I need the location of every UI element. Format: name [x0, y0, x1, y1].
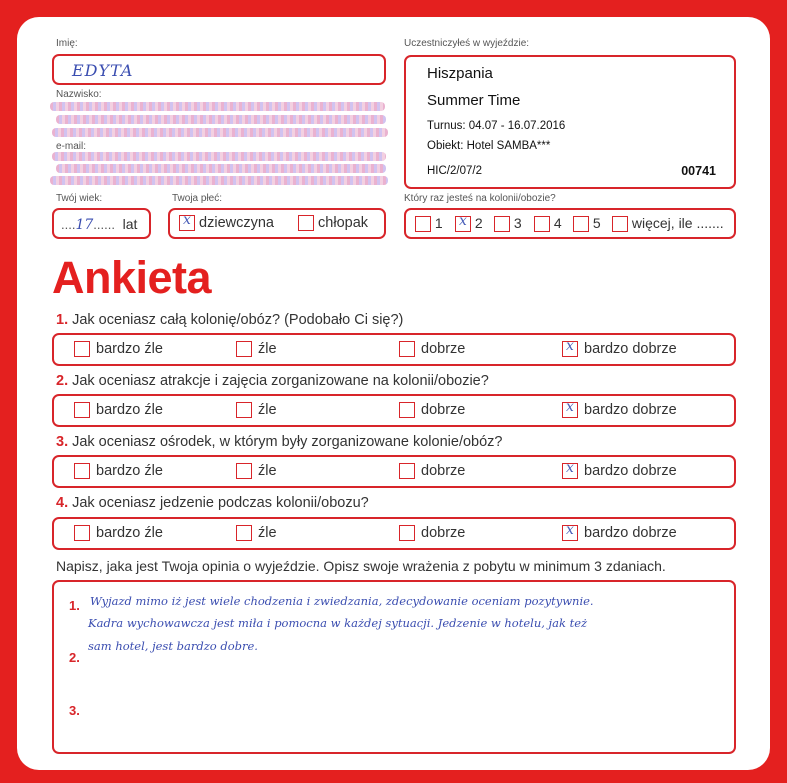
q2-option-bardzo-dobrze[interactable]: x bardzo dobrze — [562, 402, 677, 418]
question-3: 3. Jak oceniasz ośrodek, w którym były zorganizowane kolonie/obóz? — [56, 434, 503, 450]
email-label: e-mail: — [56, 141, 87, 152]
question-2: 2. Jak oceniasz atrakcje i zajęcia zorganizowane na kolonii/obozie? — [56, 373, 489, 389]
times-label: Który raz jesteś na kolonii/obozie? — [404, 193, 556, 204]
trip-info-box — [404, 55, 736, 189]
gender-field — [168, 208, 386, 239]
q3-option-dobrze[interactable]: dobrze — [399, 463, 465, 479]
question-1: 1. Jak oceniasz całą kolonię/obóz? (Podobało Ci się?) — [56, 312, 404, 328]
q1-option-bardzo-dobrze[interactable]: x bardzo dobrze — [562, 341, 677, 357]
trip-destination: Hiszpania — [427, 65, 493, 82]
age-field[interactable] — [52, 208, 151, 239]
answer-row-4 — [52, 517, 736, 550]
trip-turnus: Turnus: 04.07 - 16.07.2016 — [427, 120, 566, 132]
age-dots-left: .... — [61, 217, 76, 232]
times-option-5[interactable]: 5 — [573, 215, 601, 232]
q3-option-bardzo-dobrze[interactable]: x bardzo dobrze — [562, 463, 677, 479]
age-dots-right: ...... — [93, 217, 115, 232]
q2-option-bardzo-zle[interactable]: bardzo źle — [74, 402, 163, 418]
q4-option-zle[interactable]: źle — [236, 525, 277, 541]
opinion-line-3: sam hotel, jest bardzo dobre. — [88, 639, 258, 653]
surname-redacted — [50, 98, 390, 140]
opinion-num-2: 2. — [69, 650, 80, 665]
name-value: EDYTA — [72, 61, 134, 80]
age-unit: lat — [122, 216, 138, 232]
opinion-line-2: Kadra wychowawcza jest miła i pomocna w każdej sytuacji. Jedzenie w hotelu, jak też — [88, 616, 588, 630]
q2-option-dobrze[interactable]: dobrze — [399, 402, 465, 418]
times-option-more[interactable]: więcej, ile ....... — [612, 215, 724, 232]
times-field — [404, 208, 736, 239]
times-option-4[interactable]: 4 — [534, 215, 562, 232]
checkbox-chlopak[interactable] — [298, 215, 314, 231]
opinion-num-1: 1. — [69, 598, 80, 613]
times-option-1[interactable]: 1 — [415, 215, 443, 232]
trip-number: 00741 — [681, 164, 716, 178]
q2-option-zle[interactable]: źle — [236, 402, 277, 418]
times-option-3[interactable]: 3 — [494, 215, 522, 232]
name-label: Imię: — [56, 38, 78, 49]
name-field[interactable] — [52, 54, 386, 85]
gender-option-dziewczyna[interactable]: x dziewczyna — [179, 215, 274, 231]
question-4: 4. Jak oceniasz jedzenie podczas kolonii/obozu? — [56, 495, 369, 511]
times-option-2[interactable]: x 2 — [455, 215, 483, 232]
trip-label: Uczestniczyłeś w wyjeździe: — [404, 38, 530, 49]
opinion-prompt: Napisz, jaka jest Twoja opinia o wyjeździe. Opisz swoje wrażenia z pobytu w minimum 3 zdaniach. — [56, 558, 666, 574]
q1-option-bardzo-zle[interactable]: bardzo źle — [74, 341, 163, 357]
age-label: Twój wiek: — [56, 193, 103, 204]
q3-option-zle[interactable]: źle — [236, 463, 277, 479]
checkbox-dziewczyna[interactable] — [179, 215, 195, 231]
trip-code: HIC/2/07/2 — [427, 165, 482, 177]
opinion-num-3: 3. — [69, 703, 80, 718]
trip-obiekt: Obiekt: Hotel SAMBA*** — [427, 140, 551, 152]
trip-program: Summer Time — [427, 92, 521, 109]
surname-label: Nazwisko: — [56, 89, 102, 100]
answer-row-2 — [52, 394, 736, 427]
q3-option-bardzo-zle[interactable]: bardzo źle — [74, 463, 163, 479]
gender-option-chlopak[interactable]: chłopak — [298, 215, 368, 231]
q1-option-zle[interactable]: źle — [236, 341, 277, 357]
answer-row-3 — [52, 455, 736, 488]
q4-option-dobrze[interactable]: dobrze — [399, 525, 465, 541]
email-redacted — [50, 150, 390, 188]
answer-row-1 — [52, 333, 736, 366]
opinion-line-1: Wyjazd mimo iż jest wiele chodzenia i zwiedzania, zdecydowanie oceniam pozytywnie. — [90, 594, 594, 608]
q4-option-bardzo-dobrze[interactable]: x bardzo dobrze — [562, 525, 677, 541]
age-value: 17 — [75, 217, 94, 233]
q4-option-bardzo-zle[interactable]: bardzo źle — [74, 525, 163, 541]
survey-title: Ankieta — [52, 252, 212, 303]
q1-option-dobrze[interactable]: dobrze — [399, 341, 465, 357]
gender-label: Twoja płeć: — [172, 193, 223, 204]
opinion-textarea[interactable] — [52, 580, 736, 754]
